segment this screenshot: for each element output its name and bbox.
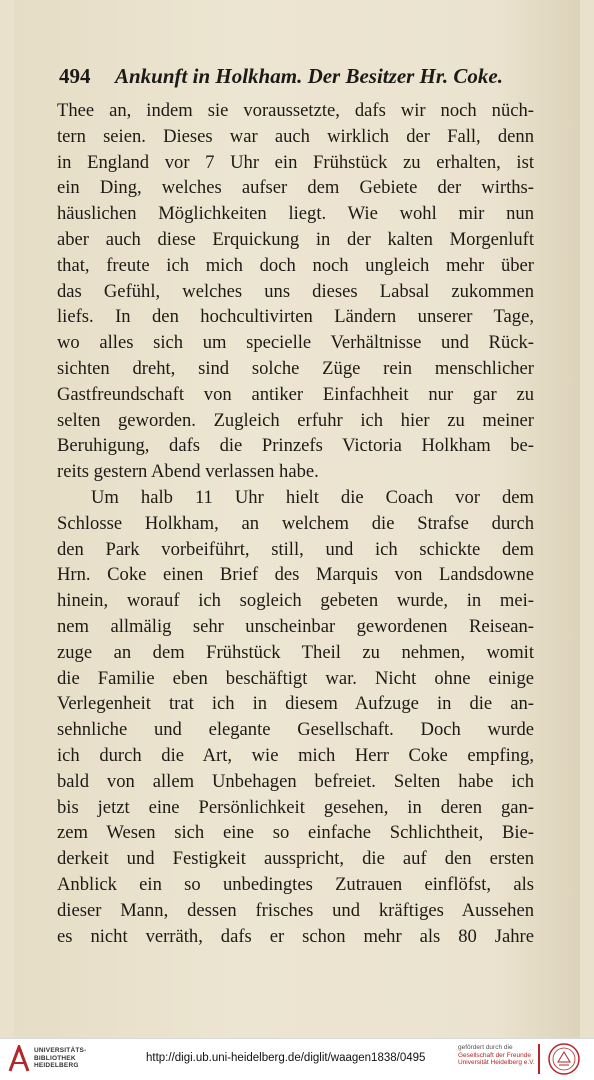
text-line: aber auch diese Erquickung in der kalten Morgenluft (57, 228, 534, 250)
text-line: reits gestern Abend verlassen habe. (57, 461, 319, 483)
text-line: häuslichen Möglichkeiten liegt. Wie wohl mir nun (57, 203, 534, 225)
body-text (57, 98, 534, 949)
sponsor-divider (538, 1044, 540, 1074)
text-line: nem allmälig sehr unscheinbar gewordenen Reisean- (57, 615, 534, 637)
permalink-url[interactable]: http://digi.ub.uni-heidelberg.de/diglit/waagen1838/0495 (146, 1052, 426, 1064)
sponsor-line: Universität Heidelberg e.V. (458, 1059, 535, 1066)
text-line: Hrn. Coke einen Brief des Marquis von Landsdowne (57, 564, 534, 586)
logo-line: UNIVERSITÄTS- (34, 1047, 87, 1054)
text-line: bis jetzt eine Persönlichkeit gesehen, in deren gan- (57, 796, 534, 818)
text-line: Thee an, indem sie voraussetzte, dafs wir noch nüch- (57, 100, 534, 121)
text-line: derkeit und Festigkeit ausspricht, die auf den ersten (57, 848, 534, 870)
text-line: wo alles sich um specielle Verhältnisse und Rück- (57, 332, 534, 354)
text-line: dieser Mann, dessen frisches und kräftiges Aussehen (57, 899, 534, 921)
text-line: ich durch die Art, wie mich Herr Coke empfing, (57, 744, 534, 766)
text-line: Verlegenheit trat ich in diesem Aufzuge in die an- (57, 693, 534, 715)
text-line: sichten dreht, sind solche Züge rein menschlicher (57, 357, 534, 379)
text-line: hinein, worauf ich sogleich gebeten wurde, in mei- (57, 590, 534, 612)
text-line: es nicht verräth, dafs er schon mehr als 80 Jahre (57, 925, 534, 947)
text-line: liefs. In den hochcultivirten Ländern unserer Tage, (57, 306, 534, 328)
text-line: tern seien. Dieses war auch wirklich der Fall, denn (57, 125, 534, 147)
text-line: zuge an dem Frühstück Theil zu nehmen, womit (57, 641, 534, 663)
text-line: den Park vorbeiführt, still, und ich schickte dem (57, 538, 534, 560)
sponsor-credit[interactable] (458, 1044, 535, 1067)
text-line: Anblick ein so unbedingtes Zutrauen einflöfst, als (57, 873, 534, 895)
page-header (59, 64, 529, 94)
text-line: Um halb 11 Uhr hielt die Coach vor dem (91, 486, 534, 508)
logo-line: BIBLIOTHEK (34, 1054, 76, 1062)
text-line: Schlosse Holkham, an welchem die Strafse durch (57, 512, 534, 534)
running-head: Ankunft in Holkham. Der Besitzer Hr. Coke. (115, 64, 503, 88)
library-logo-icon[interactable] (8, 1045, 30, 1073)
text-line: Beruhigung, dafs die Prinzefs Victoria Holkham be- (57, 435, 534, 457)
text-line: zem Wesen sich eine so einfache Schlichtheit, Bie- (57, 822, 534, 844)
text-line: sehnliche und elegante Gesellschaft. Doch wurde (57, 719, 534, 741)
text-line: in England vor 7 Uhr ein Frühstück zu erhalten, ist (57, 151, 534, 173)
page-number: 494 (59, 64, 91, 88)
sponsor-line: Gesellschaft der Freunde (458, 1051, 531, 1059)
text-line: das Gefühl, welches uns dieses Labsal zukommen (57, 280, 534, 302)
text-line: Gastfreundschaft von antiker Einfachheit nur gar zu (57, 383, 534, 405)
university-seal-icon (546, 1042, 582, 1076)
text-line: that, freute ich mich doch noch ungleich mehr über (57, 254, 534, 276)
text-line: selten geworden. Zugleich erfuhr ich hier zu meiner (57, 409, 534, 431)
text-line: bald von allem Unbehagen befreiet. Selten habe ich (57, 770, 534, 792)
library-logo-text[interactable] (34, 1047, 86, 1070)
text-line: ein Ding, welches aufser dem Gebiete der wirths- (57, 177, 534, 199)
sponsor-line: gefördert durch die (458, 1044, 513, 1051)
logo-line: HEIDELBERG (34, 1062, 79, 1069)
viewer-footer (0, 1038, 594, 1080)
text-line: die Familie eben beschäftigt war. Nicht ohne einige (57, 667, 534, 689)
